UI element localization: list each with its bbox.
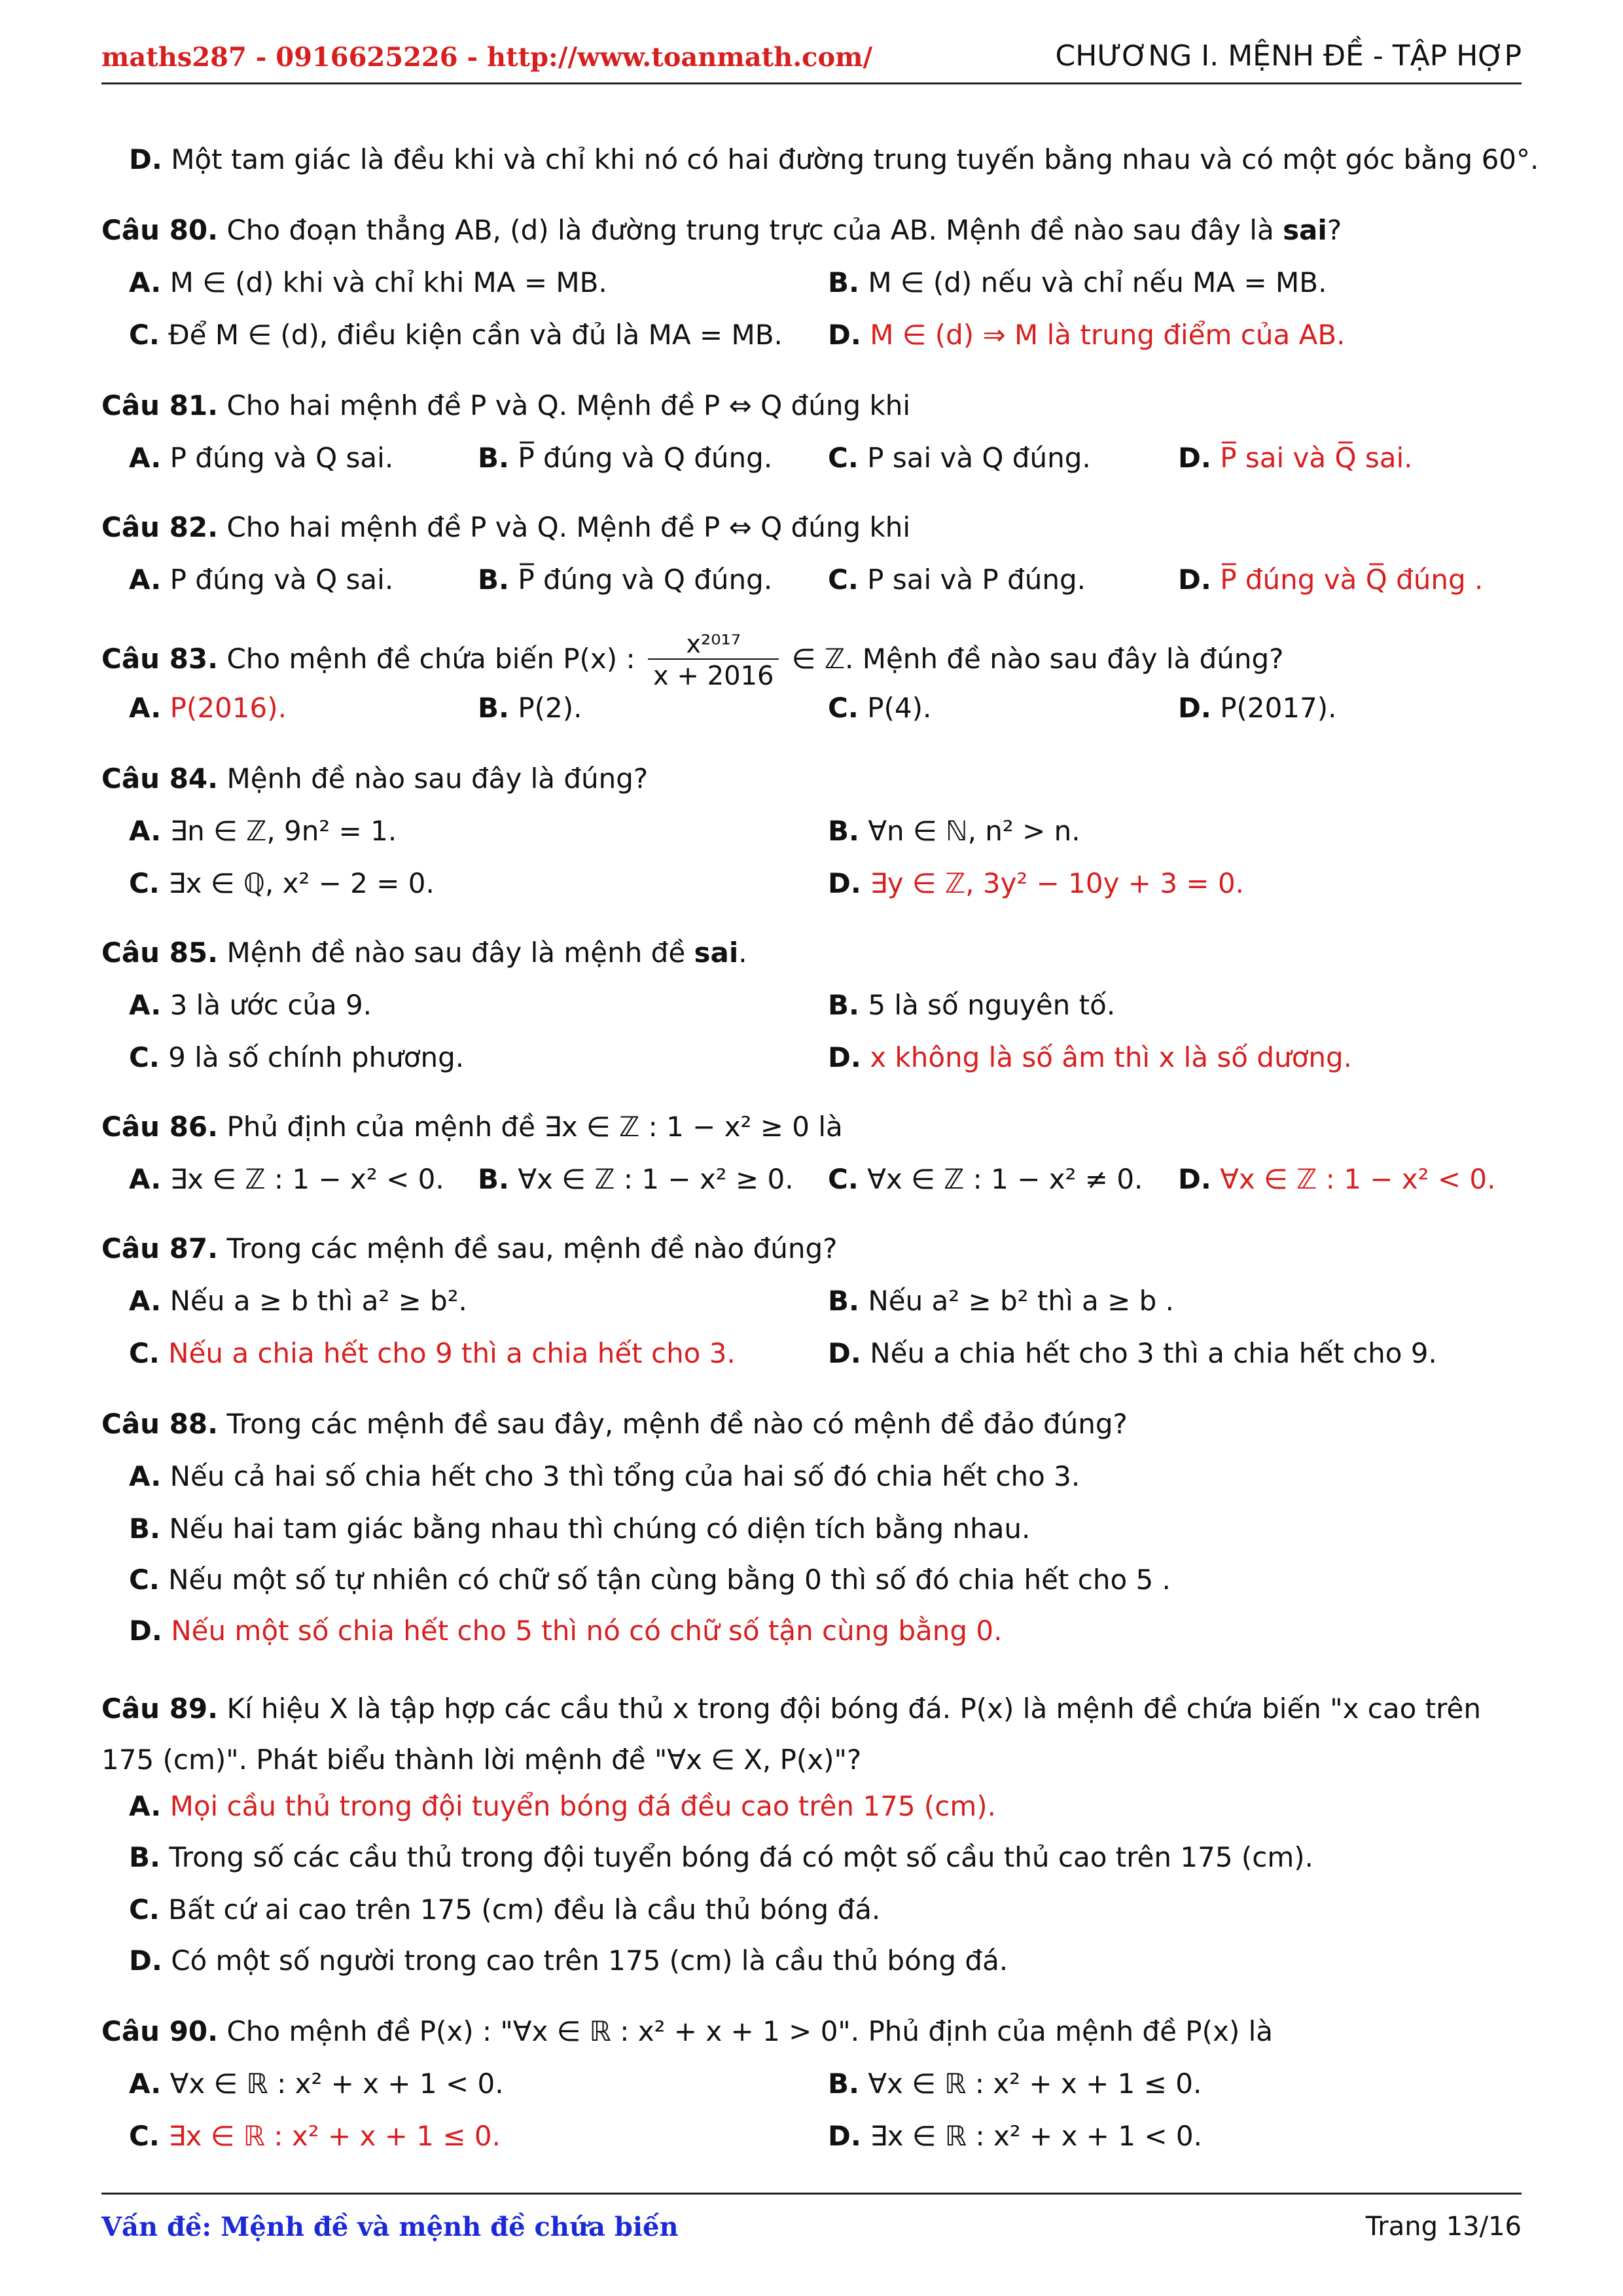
option-key: B.	[129, 1841, 160, 1873]
option-text: P sai và P đúng.	[867, 564, 1086, 596]
question-80	[101, 211, 1342, 250]
question-84	[101, 759, 648, 798]
option-text: Nếu a ≥ b thì a² ≥ b².	[169, 1285, 467, 1317]
option-text: P(2017).	[1220, 692, 1337, 724]
option-key: A.	[129, 1460, 162, 1492]
q87-option-c[interactable]	[129, 1334, 736, 1373]
option-key: A.	[129, 989, 162, 1021]
option-text-correct: x không là số âm thì x là số dương.	[870, 1041, 1352, 1073]
option-text: Nếu cả hai số chia hết cho 3 thì tổng của hai số đó chia hết cho 3.	[169, 1460, 1080, 1492]
option-key: D.	[828, 1041, 861, 1073]
q88-option-d[interactable]	[129, 1611, 1002, 1651]
q85-option-c[interactable]	[129, 1038, 464, 1077]
q80-option-b[interactable]	[828, 263, 1327, 302]
q81-option-d[interactable]	[1178, 439, 1413, 478]
prev-question-option-d	[129, 140, 1539, 179]
question-82	[101, 508, 910, 547]
q88-option-c[interactable]	[129, 1560, 1171, 1600]
q83-option-a[interactable]	[129, 689, 287, 728]
option-key: D.	[1178, 564, 1211, 596]
option-key: D.	[828, 2120, 861, 2152]
option-text: 5 là số nguyên tố.	[868, 989, 1116, 1021]
q85-option-a[interactable]	[129, 986, 372, 1025]
option-key: B.	[478, 1163, 509, 1195]
option-key: D.	[129, 1945, 162, 1977]
question-85	[101, 933, 747, 973]
option-key: D.	[828, 867, 861, 899]
question-number: Câu 80.	[101, 214, 219, 246]
question-number: Câu 86.	[101, 1111, 219, 1143]
option-text: P đúng và Q sai.	[169, 564, 394, 596]
option-key: C.	[828, 692, 859, 724]
q84-option-c[interactable]	[129, 864, 435, 903]
option-key: A.	[129, 1285, 162, 1317]
q90-option-a[interactable]	[129, 2064, 504, 2104]
question-text-end: .	[738, 937, 747, 969]
option-text-correct: P(2016).	[169, 692, 287, 724]
q81-option-b[interactable]	[478, 439, 772, 478]
header-contact-link[interactable]: maths287 - 0916625226 - http://www.toanmath.com/	[101, 42, 873, 73]
option-text: ∃x ∈ ℝ : x² + x + 1 < 0.	[870, 2120, 1203, 2152]
option-key: D.	[1178, 442, 1211, 474]
option-text: Để M ∈ (d), điều kiện cần và đủ là MA = MB.	[168, 319, 783, 351]
question-90	[101, 2012, 1273, 2051]
option-text-correct: Mọi cầu thủ trong đội tuyển bóng đá đều cao trên 175 (cm).	[169, 1790, 997, 1822]
question-83	[101, 623, 1283, 695]
option-key: B.	[828, 2068, 859, 2100]
question-88	[101, 1405, 1128, 1444]
option-text: ∃x ∈ ℤ : 1 − x² < 0.	[169, 1163, 444, 1195]
option-key: B.	[828, 1285, 859, 1317]
q82-option-b[interactable]	[478, 560, 772, 600]
option-text-correct: ∃y ∈ ℤ, 3y² − 10y + 3 = 0.	[870, 867, 1245, 899]
option-text-correct: P̅ đúng và Q̅ đúng .	[1220, 564, 1484, 596]
option-text: ∃n ∈ ℤ, 9n² = 1.	[169, 815, 397, 847]
option-key: B.	[478, 442, 509, 474]
q90-option-b[interactable]	[828, 2064, 1202, 2104]
option-key: A.	[129, 442, 162, 474]
page-header	[101, 37, 1522, 84]
question-emphasis: sai	[694, 937, 739, 969]
question-text: Cho mệnh đề P(x) : "∀x ∈ ℝ : x² + x + 1 > 0". Phủ định của mệnh đề P(x) là	[226, 2015, 1273, 2047]
option-key: D.	[129, 143, 162, 175]
option-key: A.	[129, 266, 162, 298]
question-89	[101, 1683, 1522, 1785]
q80-option-a[interactable]	[129, 263, 607, 302]
option-key: A.	[129, 2068, 162, 2100]
q90-option-c[interactable]	[129, 2117, 501, 2156]
option-key: D.	[828, 319, 861, 351]
page-footer	[101, 2193, 1522, 2253]
question-text: Cho hai mệnh đề P và Q. Mệnh đề P ⇔ Q đúng khi	[226, 511, 911, 543]
question-text: Cho hai mệnh đề P và Q. Mệnh đề P ⇔ Q đúng khi	[226, 389, 911, 422]
q90-option-d[interactable]	[828, 2117, 1202, 2156]
option-text: 9 là số chính phương.	[168, 1041, 465, 1073]
q82-option-a[interactable]	[129, 560, 393, 600]
question-text: Mệnh đề nào sau đây là đúng?	[226, 762, 649, 795]
option-key: C.	[129, 1564, 160, 1596]
option-text-correct: M ∈ (d) ⇒ M là trung điểm của AB.	[870, 319, 1346, 351]
option-text: Bất cứ ai cao trên 175 (cm) đều là cầu thủ bóng đá.	[168, 1893, 881, 1926]
q87-option-a[interactable]	[129, 1282, 467, 1321]
question-text: Trong các mệnh đề sau, mệnh đề nào đúng?	[226, 1232, 838, 1265]
q83-option-b[interactable]	[478, 689, 582, 728]
option-key: C.	[129, 1041, 160, 1073]
q86-option-c[interactable]	[828, 1160, 1143, 1199]
q81-option-c[interactable]	[828, 439, 1091, 478]
q83-option-d[interactable]	[1178, 689, 1337, 728]
question-number: Câu 90.	[101, 2015, 219, 2047]
topic-title: Vấn đề: Mệnh đề và mệnh đề chứa biến	[101, 2212, 679, 2242]
q84-option-b[interactable]	[828, 812, 1080, 851]
option-key: B.	[478, 564, 509, 596]
option-key: C.	[828, 564, 859, 596]
question-text: Cho đoạn thẳng AB, (d) là đường trung trực của AB. Mệnh đề nào sau đây là	[226, 214, 1283, 246]
q82-option-d[interactable]	[1178, 560, 1483, 600]
q87-option-b[interactable]	[828, 1282, 1174, 1321]
question-text: Kí hiệu X là tập hợp các cầu thủ x trong đội bóng đá. P(x) là mệnh đề chứa biến "x cao trên 175 (cm)". Phát biểu thành lời mệnh đề "∀x ∈ X, P(x)"?	[101, 1693, 1481, 1776]
question-81	[101, 386, 910, 425]
option-text: P đúng và Q sai.	[169, 442, 394, 474]
q83-option-c[interactable]	[828, 689, 931, 728]
option-key: C.	[828, 1163, 859, 1195]
q85-option-b[interactable]	[828, 986, 1115, 1025]
q84-option-d[interactable]	[828, 864, 1244, 903]
option-text: 3 là ước của 9.	[169, 989, 372, 1021]
q85-option-d[interactable]	[828, 1038, 1352, 1077]
option-key: C.	[129, 1337, 160, 1369]
question-text: Trong các mệnh đề sau đây, mệnh đề nào có mệnh đề đảo đúng?	[226, 1408, 1128, 1440]
option-text: Nếu a chia hết cho 3 thì a chia hết cho 9.	[870, 1337, 1437, 1369]
option-key: C.	[129, 1893, 160, 1926]
fraction-numerator: x²⁰¹⁷	[648, 630, 779, 660]
option-text: Nếu a² ≥ b² thì a ≥ b .	[868, 1285, 1174, 1317]
fraction-denominator: x + 2016	[653, 660, 774, 691]
option-text: P̅ đúng và Q đúng.	[518, 564, 773, 596]
q88-option-b[interactable]	[129, 1509, 1030, 1549]
option-key: B.	[828, 815, 859, 847]
question-text: Cho mệnh đề chứa biến P(x) :	[226, 643, 635, 675]
option-key: B.	[828, 989, 859, 1021]
option-key: A.	[129, 1790, 162, 1822]
question-86	[101, 1107, 843, 1147]
option-key: B.	[828, 266, 859, 298]
question-number: Câu 85.	[101, 937, 219, 969]
question-number: Câu 87.	[101, 1232, 219, 1265]
option-text: ∀x ∈ ℤ : 1 − x² ≠ 0.	[867, 1163, 1143, 1195]
question-number: Câu 84.	[101, 762, 219, 795]
option-text: Có một số người trong cao trên 175 (cm) là cầu thủ bóng đá.	[171, 1945, 1008, 1977]
option-key: D.	[1178, 1163, 1211, 1195]
q86-option-a[interactable]	[129, 1160, 444, 1199]
q80-option-c[interactable]	[129, 315, 783, 355]
q88-option-a[interactable]	[129, 1457, 1080, 1496]
question-text-end: ∈ ℤ. Mệnh đề nào sau đây là đúng?	[791, 643, 1284, 675]
option-key: B.	[478, 692, 509, 724]
option-text: P(2).	[518, 692, 582, 724]
option-text: Nếu hai tam giác bằng nhau thì chúng có diện tích bằng nhau.	[169, 1513, 1031, 1545]
q84-option-a[interactable]	[129, 812, 397, 851]
question-text: Phủ định của mệnh đề ∃x ∈ ℤ : 1 − x² ≥ 0 là	[226, 1111, 843, 1143]
option-text-correct: P̅ sai và Q̅ sai.	[1220, 442, 1413, 474]
option-text: Nếu một số tự nhiên có chữ số tận cùng bằng 0 thì số đó chia hết cho 5 .	[168, 1564, 1171, 1596]
option-text-correct: ∃x ∈ ℝ : x² + x + 1 ≤ 0.	[168, 2120, 501, 2152]
q89-option-d[interactable]	[129, 1941, 1008, 1981]
option-key: C.	[129, 2120, 160, 2152]
option-text-correct: ∀x ∈ ℤ : 1 − x² < 0.	[1220, 1163, 1496, 1195]
question-emphasis: sai	[1283, 214, 1327, 246]
option-text: P(4).	[867, 692, 932, 724]
question-number: Câu 82.	[101, 511, 219, 543]
question-number: Câu 83.	[101, 643, 219, 675]
option-text: P sai và Q đúng.	[867, 442, 1091, 474]
question-number: Câu 89.	[101, 1693, 219, 1725]
option-key: C.	[129, 867, 160, 899]
option-text-correct: Nếu a chia hết cho 9 thì a chia hết cho 3.	[168, 1337, 736, 1369]
option-key: A.	[129, 564, 162, 596]
chapter-title: CHƯƠNG I. MỆNH ĐỀ - TẬP HỢP	[1055, 39, 1522, 73]
option-text: Một tam giác là đều khi và chỉ khi nó có hai đường trung tuyến bằng nhau và có một góc bằng 60°.	[171, 143, 1539, 175]
option-key: D.	[129, 1615, 162, 1647]
option-key: A.	[129, 1163, 162, 1195]
option-text: M ∈ (d) nếu và chỉ nếu MA = MB.	[868, 266, 1327, 298]
option-text-correct: Nếu một số chia hết cho 5 thì nó có chữ số tận cùng bằng 0.	[171, 1615, 1003, 1647]
q81-option-a[interactable]	[129, 439, 393, 478]
q89-option-c[interactable]	[129, 1890, 880, 1929]
q89-option-a[interactable]	[129, 1787, 996, 1826]
q89-option-b[interactable]	[129, 1838, 1313, 1877]
page-number: Trang 13/16	[1365, 2212, 1522, 2242]
option-key: A.	[129, 815, 162, 847]
option-text: ∀x ∈ ℝ : x² + x + 1 < 0.	[169, 2068, 504, 2100]
q82-option-c[interactable]	[828, 560, 1086, 600]
option-key: D.	[1178, 692, 1211, 724]
option-text: ∀n ∈ ℕ, n² > n.	[868, 815, 1080, 847]
question-number: Câu 88.	[101, 1408, 219, 1440]
q86-option-b[interactable]	[478, 1160, 794, 1199]
option-text: P̅ đúng và Q đúng.	[518, 442, 773, 474]
option-key: A.	[129, 692, 162, 724]
question-87	[101, 1229, 837, 1268]
option-text: ∀x ∈ ℝ : x² + x + 1 ≤ 0.	[868, 2068, 1202, 2100]
option-text: Trong số các cầu thủ trong đội tuyển bóng đá có một số cầu thủ cao trên 175 (cm).	[169, 1841, 1314, 1873]
option-key: D.	[828, 1337, 861, 1369]
q87-option-d[interactable]	[828, 1334, 1437, 1373]
option-key: C.	[828, 442, 859, 474]
option-key: C.	[129, 319, 160, 351]
question-text: Mệnh đề nào sau đây là mệnh đề	[226, 937, 694, 969]
fraction	[648, 630, 779, 692]
option-key: B.	[129, 1513, 160, 1545]
question-text-end: ?	[1327, 214, 1342, 246]
option-text: ∃x ∈ ℚ, x² − 2 = 0.	[168, 867, 435, 899]
option-text: ∀x ∈ ℤ : 1 − x² ≥ 0.	[518, 1163, 794, 1195]
question-number: Câu 81.	[101, 389, 219, 422]
q80-option-d[interactable]	[828, 315, 1346, 355]
q86-option-d[interactable]	[1178, 1160, 1495, 1199]
option-text: M ∈ (d) khi và chỉ khi MA = MB.	[169, 266, 607, 298]
